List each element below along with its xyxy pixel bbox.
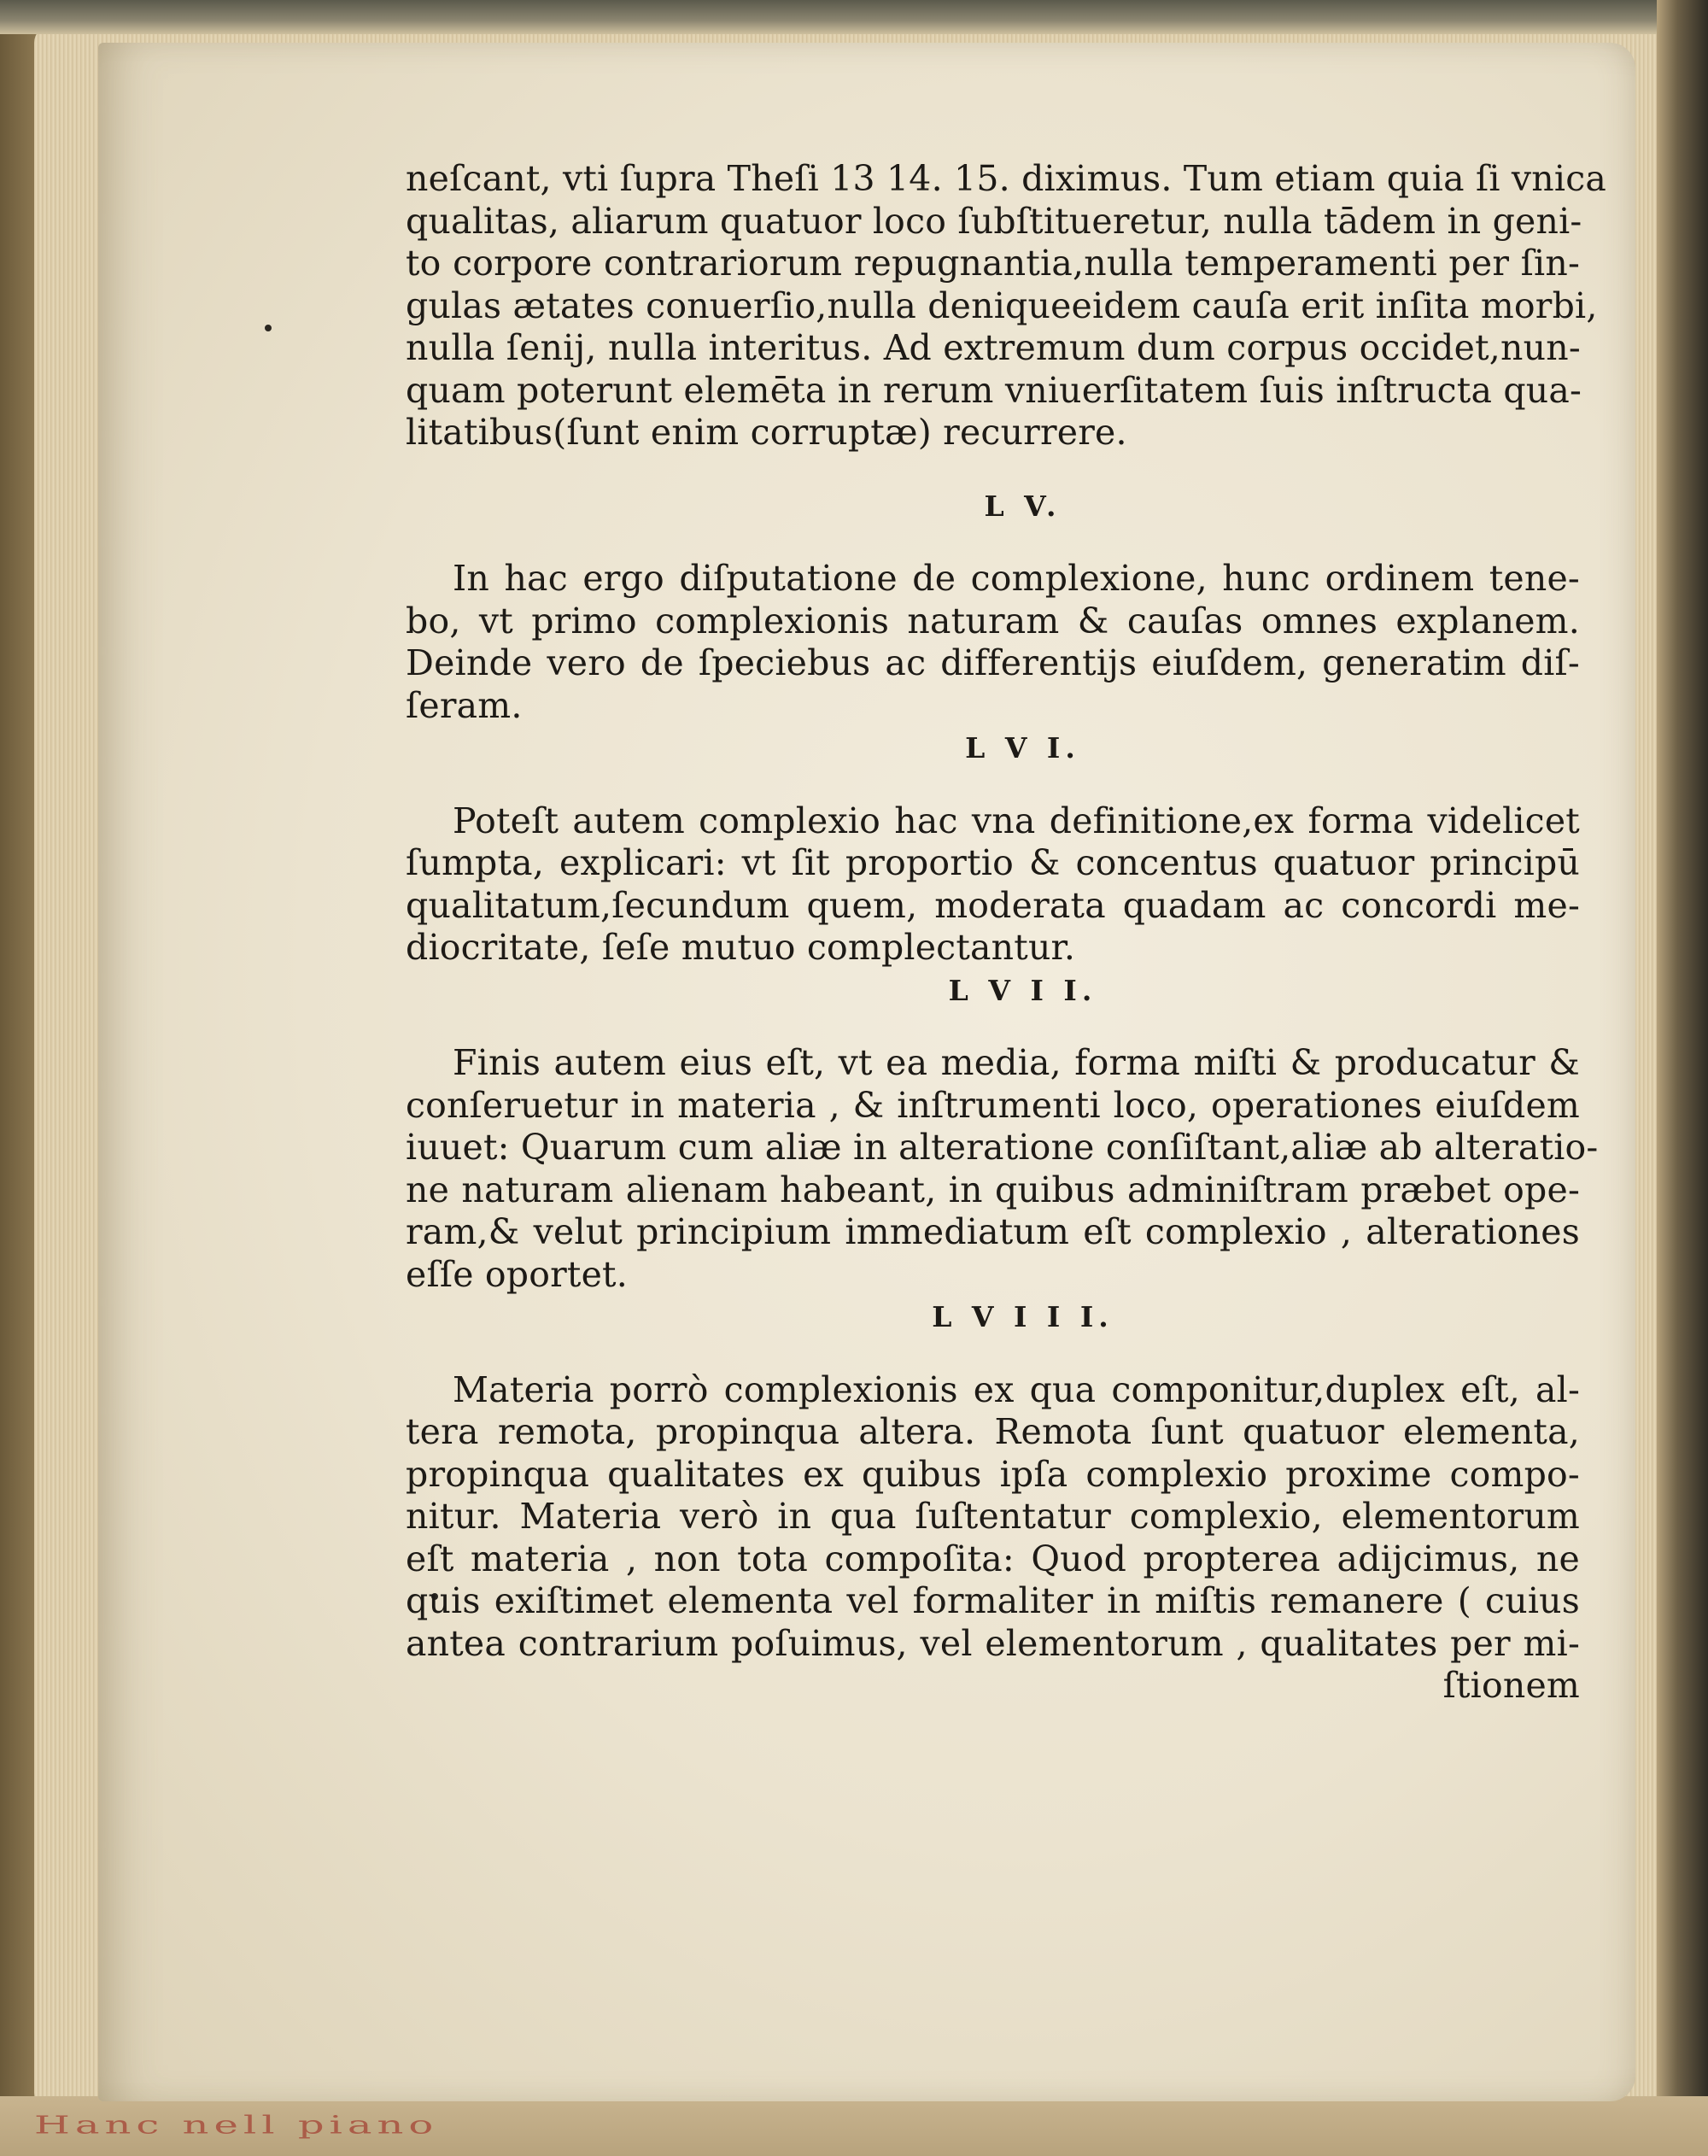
bottom-page-strip	[0, 2096, 1708, 2156]
text-line: ſumpta, explicari: vt ſit proportio & concentus quatuor principū	[406, 842, 1580, 883]
text-line: nulla ſenij, nulla interitus. Ad extremum dum corpus occidet,nun-	[406, 327, 1581, 368]
margin-dot-mark	[265, 325, 272, 331]
text-line: ſeram.	[406, 684, 523, 726]
paragraph-lvii	[406, 1042, 1599, 1296]
text-line: to corpore contrariorum repugnantia,nulla temperamenti per ſin-	[406, 243, 1580, 284]
text-line: nitur. Materia verò in qua ſuſtentatur complexio, elementorum	[406, 1496, 1580, 1537]
paragraph-continuation	[406, 158, 1606, 454]
page-text	[406, 158, 1606, 1708]
paragraph-lviii	[406, 1369, 1580, 1666]
text-line: litatibus(ſunt enim corruptæ) recurrere.	[406, 412, 1127, 453]
text-line: qualitatum,ſecundum quem, moderata quadam ac concordi me-	[406, 884, 1580, 926]
text-line: In hac ergo diſputatione de complexione, hunc ordinem tene-	[453, 558, 1580, 599]
text-line: propinqua qualitates ex quibus ipſa complexio proxime compo-	[406, 1453, 1580, 1495]
text-line: ram,& velut principium immediatum eſt complexio , alterationes	[406, 1211, 1580, 1252]
text-line: iuuet: Quarum cum aliæ in alteratione conſiſtant,aliæ ab alteratio-	[406, 1127, 1599, 1168]
text-line: ne naturam alienam habeant, in quibus adminiſtram præbet ope-	[406, 1169, 1580, 1210]
section-heading-lvii: L V I I.	[948, 973, 1097, 1007]
text-line: tera remota, propinqua altera. Remota ſunt quatuor elementa,	[406, 1411, 1580, 1452]
section-heading-lviii: L V I I I.	[932, 1300, 1114, 1333]
paragraph-lv	[406, 558, 1580, 727]
text-line: quis exiſtimet elementa vel formaliter in miſtis remanere ( cuius	[406, 1580, 1580, 1621]
top-binding	[0, 0, 1708, 34]
text-line: quam poterunt elemēta in rerum vniuerſitatem ſuis inſtructa qua-	[406, 369, 1582, 411]
right-book-edge	[1657, 0, 1708, 2156]
paragraph-lvi	[406, 800, 1580, 970]
text-line: eſſe oportet.	[406, 1253, 628, 1295]
text-line: neſcant, vti ſupra Theſi 13 14. 15. diximus. Tum etiam quia ſi vnica	[406, 158, 1606, 199]
text-line: Finis autem eius eſt, vt ea media, forma miſti & producatur &	[453, 1042, 1580, 1083]
text-line: diocritate, ſeſe mutuo complectantur.	[406, 927, 1076, 968]
text-line: qualitas, aliarum quatuor loco ſubſtitueretur, nulla tādem in geni-	[406, 200, 1582, 242]
text-line: Deinde vero de ſpeciebus ac differentijs eiuſdem, generatim diſ-	[406, 642, 1580, 683]
section-heading-lv: L V.	[984, 489, 1062, 523]
text-line: bo, vt primo complexionis naturam & cauſas omnes explanem.	[406, 600, 1580, 642]
text-line: gulas ætates conuerſio,nulla deniqueeidem cauſa erit inſita morbi,	[406, 284, 1598, 326]
text-line: Materia porrò complexionis ex qua componitur,duplex eſt, al-	[453, 1368, 1580, 1410]
text-line: antea contrarium poſuimus, vel elementorum , qualitates per mi-	[406, 1622, 1580, 1664]
text-line: Poteſt autem complexio hac vna definitione,ex forma videlicet	[453, 800, 1580, 841]
catchword: ſtionem	[1442, 1665, 1580, 1706]
section-heading-lvi: L V I.	[965, 731, 1080, 765]
text-line: conſeruetur in materia , & inſtrumenti loco, operationes eiuſdem	[406, 1084, 1580, 1126]
bottom-bleed-text: Hanc nell piano	[34, 2111, 439, 2140]
text-line: eſt materia , non tota compoſita: Quod propterea adijcimus, ne	[406, 1538, 1580, 1579]
